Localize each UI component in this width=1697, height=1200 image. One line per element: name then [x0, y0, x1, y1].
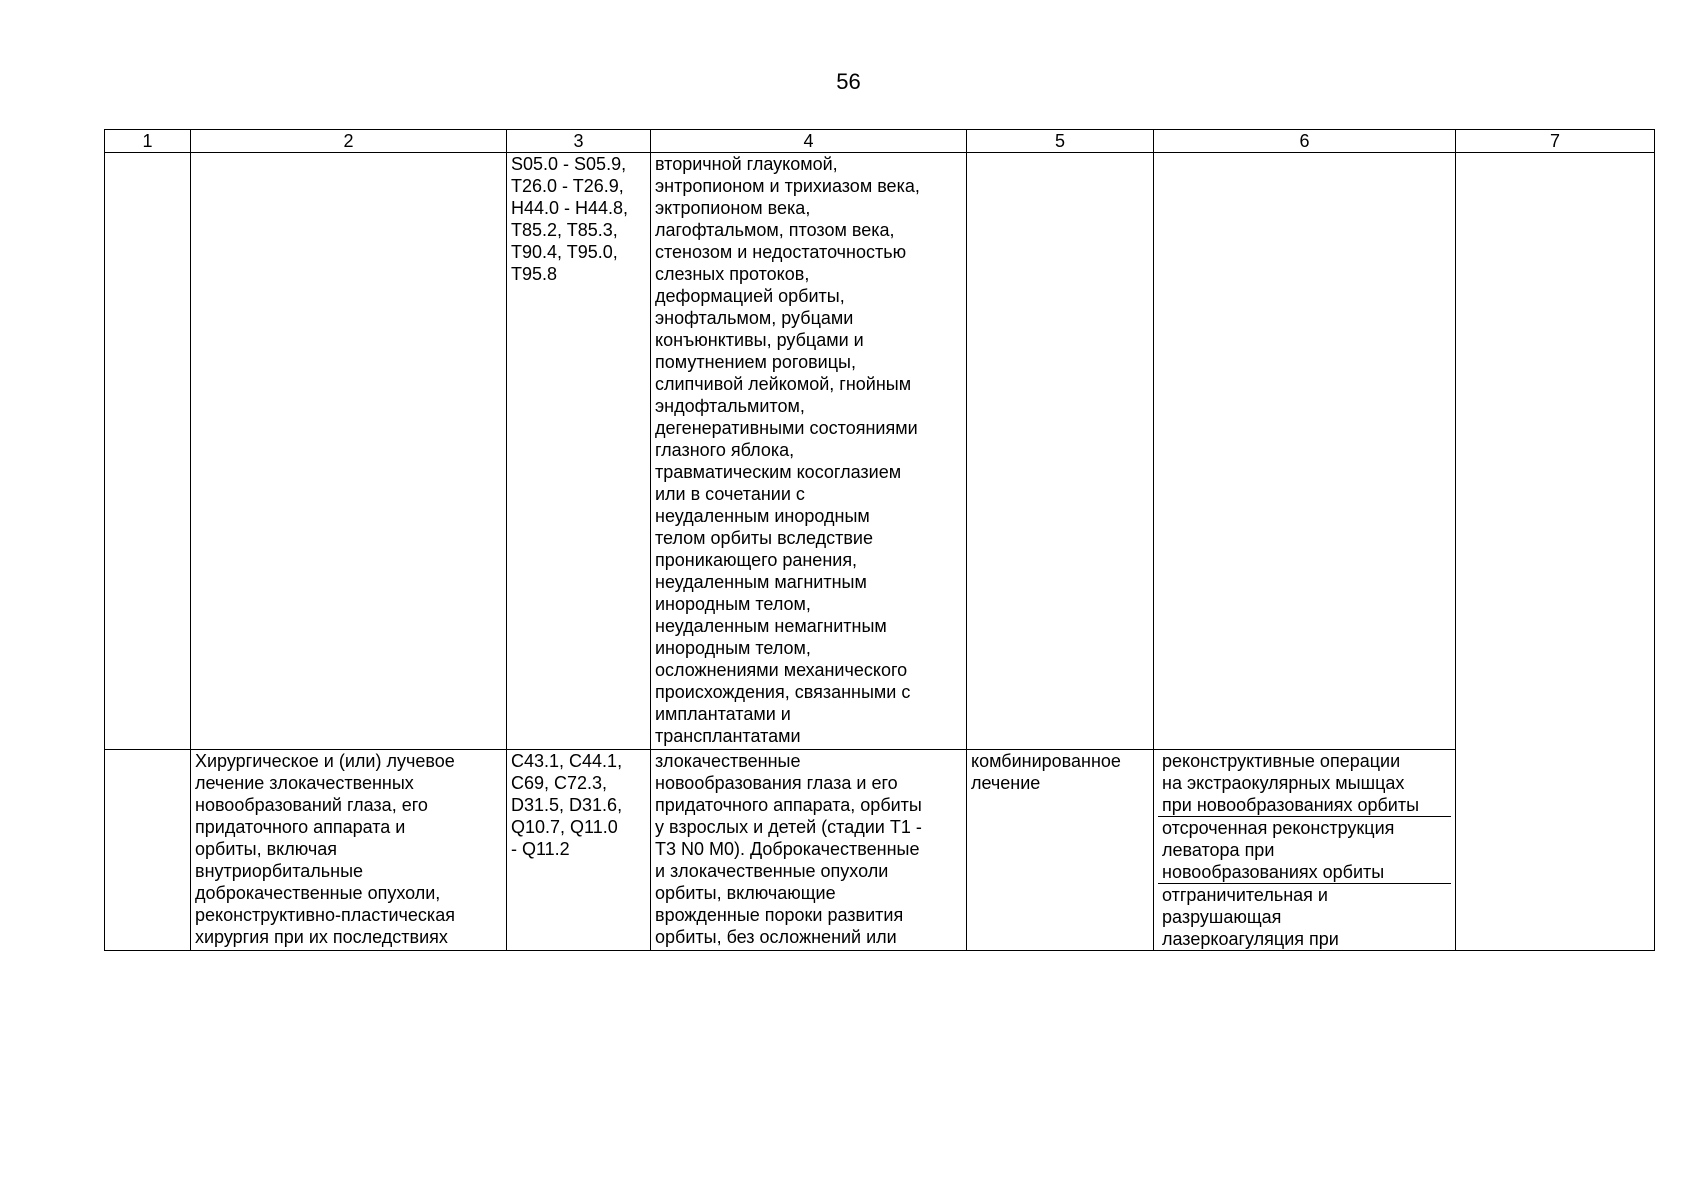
cell-row1-col2 — [191, 153, 507, 750]
cell-row2-icd-codes — [507, 750, 651, 951]
cell-row1-col1 — [105, 153, 191, 750]
medical-care-table — [104, 129, 1655, 951]
header-row — [105, 130, 1655, 153]
cell-row2-treatment-type — [967, 750, 1154, 951]
cell-row2-col1 — [105, 750, 191, 951]
header-col-5: 5 — [967, 130, 1154, 153]
cell-row1-icd-codes — [507, 153, 651, 750]
header-col-6: 6 — [1154, 130, 1456, 153]
cell-row1-col6 — [1154, 153, 1456, 750]
page-number: 56 — [836, 69, 861, 94]
treatment-type-text: комбинированное лечение — [971, 751, 1121, 793]
diagnosis-text: вторичной глаукомой, энтропионом и трихиазом века, эктропионом века, лагофтальмом, птозом века, стенозом и недостаточностью слезных протоков, деформацией орбиты, энофтальмом, рубцами конъюнктивы, рубцами и помутнением роговицы, слипчивой лейкомой, гнойным эндофтальмитом, дегенеративными состояниями глазного яблока, травматическим косоглазием или в сочетании с неудаленным инородным телом орбиты вследствие проникающего ранения, неудаленным магнитным инородным телом, неудаленным немагнитным инородным телом, осложнениями механического происхождения, связанными с имплантатами и трансплантатами — [655, 154, 920, 746]
icd-codes-text: C43.1, C44.1, C69, C72.3, D31.5, D31.6, Q10.7, Q11.0 - Q11.2 — [511, 751, 623, 859]
cell-row2-care-type — [191, 750, 507, 951]
header-col-3: 3 — [507, 130, 651, 153]
cell-row1-diagnosis — [651, 153, 967, 750]
header-col-2: 2 — [191, 130, 507, 153]
header-col-7: 7 — [1456, 130, 1655, 153]
cell-row2-diagnosis — [651, 750, 967, 951]
table-row — [105, 153, 1655, 750]
care-type-text: Хирургическое и (или) лучевое лечение злокачественных новообразований глаза, его придаточного аппарата и орбиты, включая внутриорбитальные доброкачественные опухоли, реконструктивно-пластическая хирургия при их последствиях — [195, 751, 455, 947]
header-col-1: 1 — [105, 130, 191, 153]
diagnosis-text: злокачественные новообразования глаза и его придаточного аппарата, орбиты у взрослых и детей (стадии T1 - T3 N0 M0). Доброкачественные и злокачественные опухоли орбиты, включающие врожденные пороки развития орбиты, без осложнений или — [655, 751, 922, 947]
icd-codes-text: S05.0 - S05.9, T26.0 - T26.9, H44.0 - H44.8, T85.2, T85.3, T90.4, T95.0, T95.8 — [511, 154, 629, 284]
cell-row2-methods — [1154, 750, 1456, 951]
table-row — [105, 750, 1655, 951]
method-item: реконструктивные операции на экстраокулярных мышцах при новообразованиях орбиты — [1158, 750, 1451, 817]
header-col-4: 4 — [651, 130, 967, 153]
method-item: отсроченная реконструкция леватора при новообразованиях орбиты — [1158, 817, 1451, 884]
method-item: отграничительная и разрушающая лазеркоагуляция при — [1162, 885, 1339, 949]
cell-row1-col5 — [967, 153, 1154, 750]
cell-row1-col7 — [1456, 153, 1655, 951]
